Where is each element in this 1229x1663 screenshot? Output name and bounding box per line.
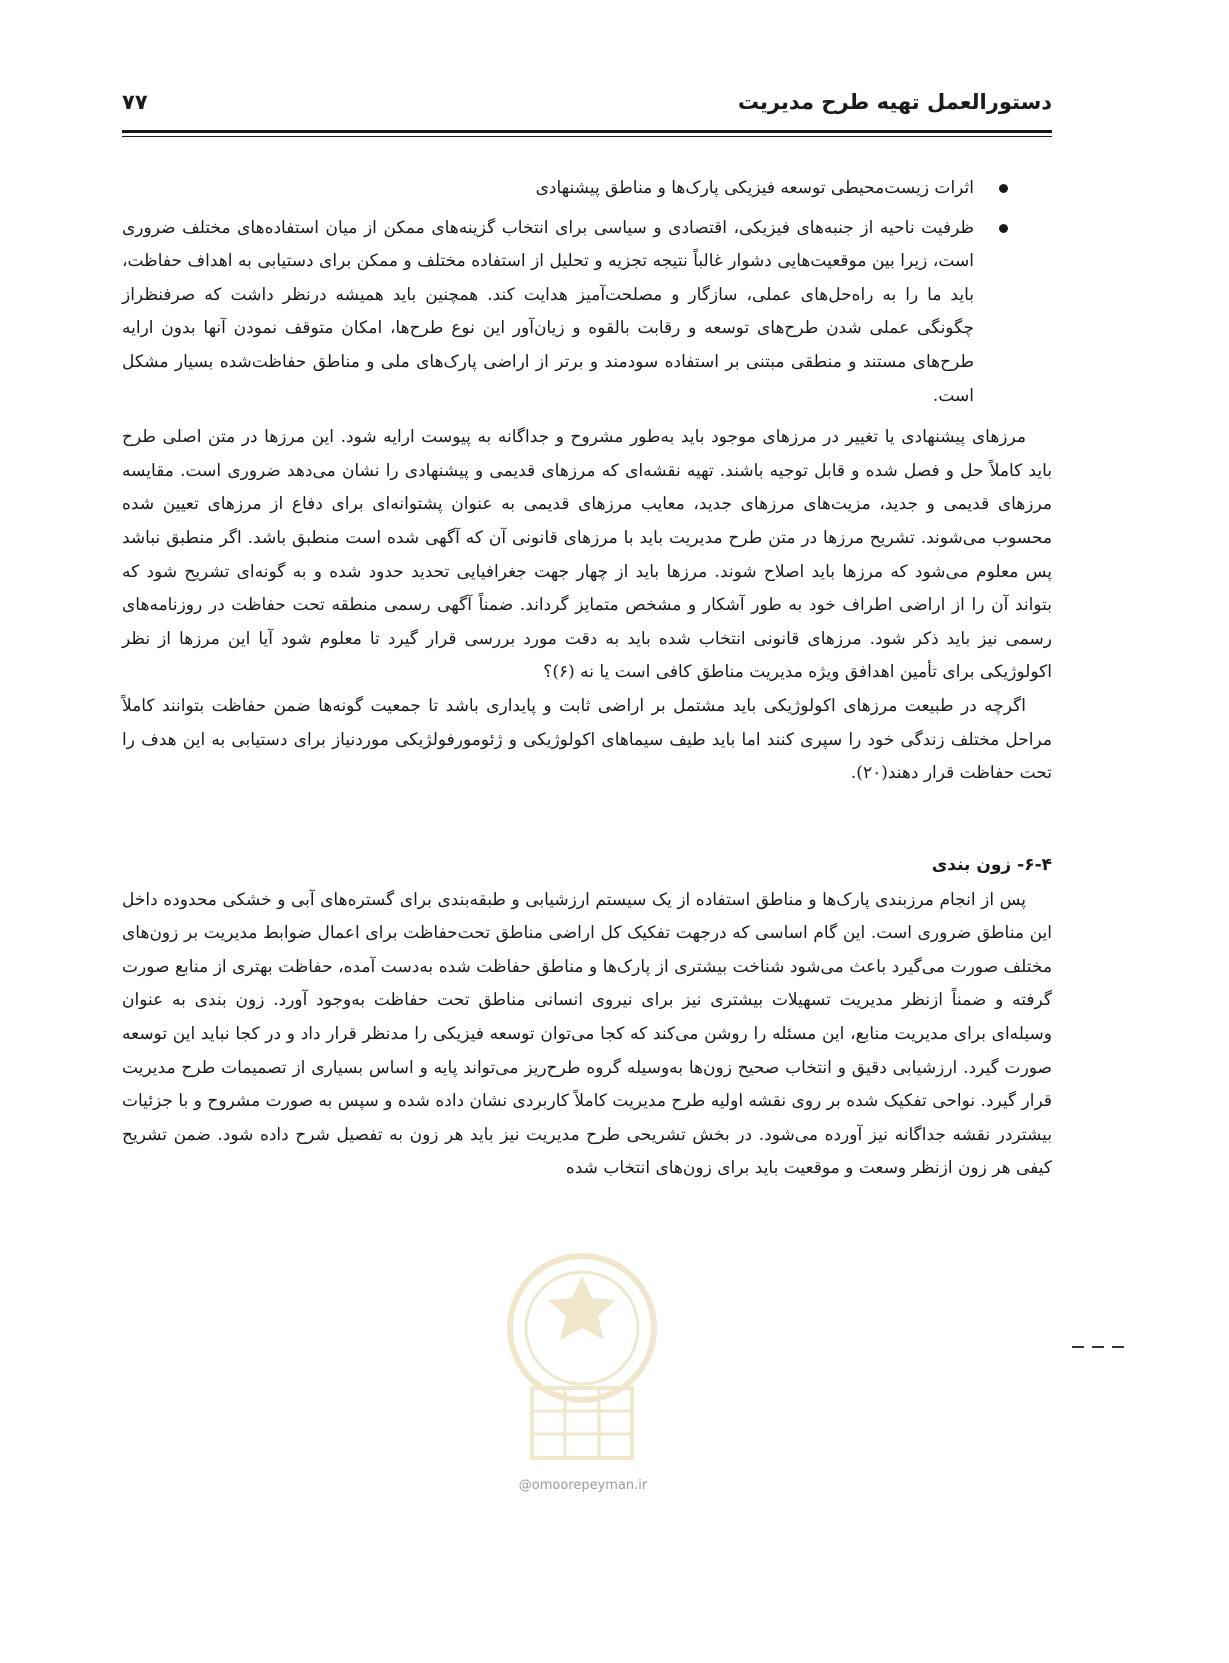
section-heading: ۶-۴- زون بندی <box>931 854 1052 875</box>
margin-dash-mark <box>1072 1346 1124 1348</box>
bullet-list <box>122 172 1052 413</box>
bullet-item: اثرات زیست‌محیطی توسعه فیزیکی پارک‌ها و مناطق پیشنهادی <box>122 172 974 206</box>
bullet-item: ظرفیت ناحیه از جنبه‌های فیزیکی، اقتصادی و سیاسی برای انتخاب گزینه‌های ممکن از میان استفاده‌های مختلف ضروری است، زیرا بین موقعیت‌هایی دشوار غالباً نتیجه تجزیه و تحلیل از استفاده مختلف و ممکن برای دستیابی به اهداف حفاظت، باید ما را به راه‌حل‌های عملی، سازگار و مصلحت‌آمیز هدایت کند. همچنین باید همیشه درنظر داشت که صرفنظراز چگونگی عملی شدن طرح‌های توسعه و رقابت بالقوه و زیان‌آور این نوع طرح‌ها، امکان متوقف نمودن آنها بدون ارایه طرح‌های مستند و منطقی مبتنی بر استفاده سودمند و برتر از اراضی پارک‌های ملی و مناطق حفاظت‌شده بسیار مشکل است. <box>122 212 974 414</box>
header-rule <box>122 130 1052 133</box>
page-header <box>122 86 1052 126</box>
header-rule-thin <box>122 136 1052 137</box>
paragraph: مرزهای پیشنهادی یا تغییر در مرزهای موجود باید به‌طور مشروح و جداگانه به پیوست ارایه شود. این مرزها در متن اصلی طرح باید کاملاً حل و فصل شده و قابل توجیه باشند. تهیه نقشه‌ای که مرزهای قدیمی و پیشنهادی را نشان می‌دهد ضروری است. مقایسه مرزهای قدیمی و جدید، مزیت‌های مرزهای جدید، معایب مرزهای قدیمی به عنوان پشتوانه‌ای برای دفاع از مرزهای تعیین شده محسوب می‌شوند. تشریح مرزها در متن طرح مدیریت باید با مرزهای قانونی آن که آگهی شده است منطبق باشد. اگر منطبق نباشد پس معلوم می‌شود که مرزها باید اصلاح شوند. مرزها باید از چهار جهت جغرافیایی تحدید حدود شده و به گونه‌ای تشریح شود که بتواند آن را از اراضی اطراف خود به طور آشکار و مشخص متمایز گرداند. ضمناً آگهی رسمی منطقه تحت حفاظت در روزنامه‌های رسمی نیز باید ذکر شود. مرزهای قانونی انتخاب شده باید به دقت مورد بررسی قرار گیرد تا معلوم شود آیا این مرزها از نظر اکولوژیکی برای تأمین اهدافق ویژه مدیریت مناطق کافی است یا نه (۶)؟ <box>122 427 1052 683</box>
page-number: ۷۷ <box>122 90 148 114</box>
watermark-seal-icon <box>492 1248 672 1468</box>
watermark-text: @omoorepeyman.ir <box>518 1478 648 1493</box>
body-text <box>122 172 1052 1186</box>
running-title: دستورالعمل تهیه طرح مدیریت <box>737 90 1052 114</box>
paragraph: اگرچه در طبیعت مرزهای اکولوژیکی باید مشتمل بر اراضی ثابت و پایداری باشد تا جمعیت گونه‌ها ضمن حفاظت بتوانند کاملاً مراحل مختلف زندگی خود را سپری کنند اما باید طیف سیماهای اکولوژیکی و ژئومورفولژیکی موردنیاز برای دستیابی به این هدف را تحت حفاظت قرار دهند(۲۰). <box>122 695 1052 784</box>
paragraph: پس از انجام مرزبندی پارک‌ها و مناطق استفاده از یک سیستم ارزشیابی و طبقه‌بندی برای گستره‌های آبی و خشکی محدوده داخل این مناطق ضروری است. این گام اساسی که درجهت تفکیک کل اراضی مناطق تحت‌حفاظت برای اعمال ضوابط مدیریت بر زون‌های مختلف صورت می‌گیرد باعث می‌شود شناخت بیشتری از پارک‌ها و مناطق حفاظت شده به‌دست آمده، حفاظت بهتری از منابع صورت گرفته و ضمناً ازنظر مدیریت تسهیلات بیشتری نیز برای نیروی انسانی مناطق تحت حفاظت به‌وجود آورد. زون بندی به عنوان وسیله‌ای برای مدیریت منابع، این مسئله را روشن می‌کند که کجا می‌توان توسعه فیزیکی را مدنظر قرار داد و در کجا نباید این توسعه صورت گیرد. ارزشیابی دقیق و انتخاب صحیح زون‌ها به‌وسیله گروه طرح‌ریز می‌تواند پایه و اساس بسیاری از تصمیمات طرح مدیریت قرار گیرد. نواحی تفکیک شده بر روی نقشه اولیه طرح مدیریت کاملاً کاربردی نشان داده شده و سپس به صورت مشروح و با جزئیات بیشتردر نقشه جداگانه نیز آورده می‌شود. در بخش تشریحی طرح مدیریت نیز باید هر زون به تفصیل شرح داده شود. ضمن تشریح کیفی هر زون ازنظر وسعت و موقعیت باید برای زون‌های انتخاب شده <box>122 889 1052 1179</box>
